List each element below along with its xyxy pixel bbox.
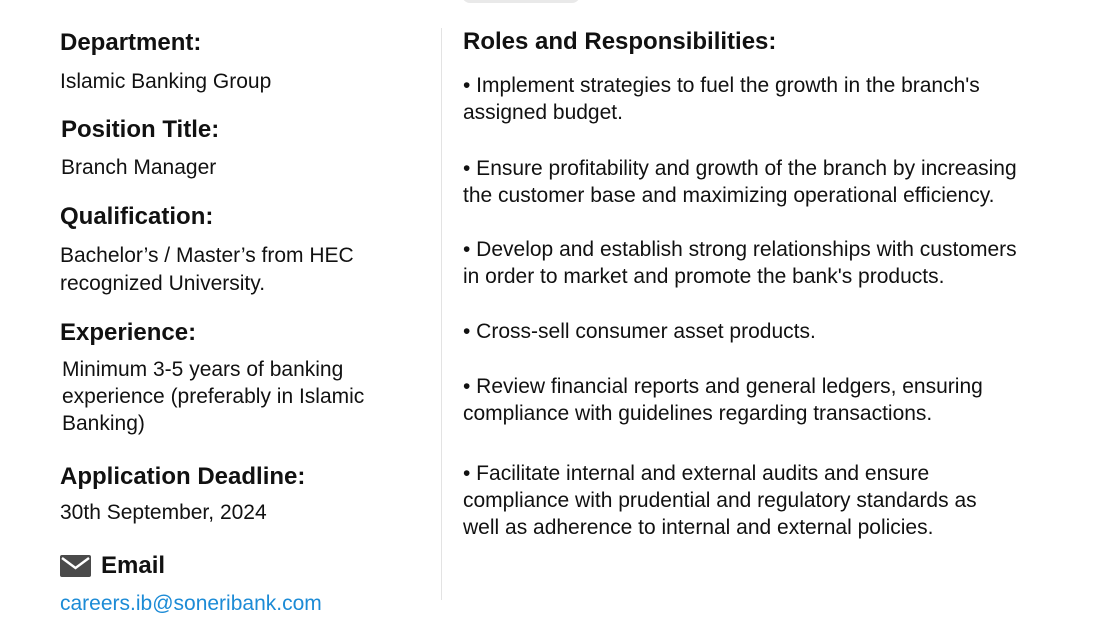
mail-icon (60, 555, 91, 577)
responsibility-item (463, 236, 1083, 290)
responsibility-item (463, 373, 1083, 427)
roles-heading: Roles and Responsibilities: (463, 28, 777, 55)
responsibility-line: in order to market and promote the bank's products. (463, 265, 945, 288)
qualification-line: Bachelor’s / Master’s from HEC (60, 244, 354, 267)
responsibility-item (463, 318, 1083, 345)
qualification-label: Qualification: (60, 203, 214, 230)
responsibility-item (463, 72, 1083, 126)
department-value: Islamic Banking Group (60, 70, 272, 93)
responsibility-item (463, 460, 1083, 541)
responsibility-line: well as adherence to internal and external policies. (463, 516, 934, 539)
email-header (60, 552, 165, 580)
email-label: Email (101, 552, 166, 579)
application-deadline-label: Application Deadline: (60, 463, 306, 490)
responsibility-line: • Develop and establish strong relationships with customers (463, 238, 1017, 261)
position-title-value: Branch Manager (61, 156, 217, 179)
responsibility-line: • Review financial reports and general ledgers, ensuring (463, 375, 983, 398)
responsibility-item (463, 155, 1083, 209)
responsibility-line: • Implement strategies to fuel the growth in the branch's (463, 74, 980, 97)
responsibility-line: • Ensure profitability and growth of the branch by increasing (463, 157, 1017, 180)
position-title-label: Position Title: (61, 116, 220, 143)
qualification-line: recognized University. (60, 272, 266, 295)
experience-line: Minimum 3-5 years of banking (62, 358, 344, 381)
responsibility-line: compliance with guidelines regarding transactions. (463, 402, 933, 425)
top-tab-fragment (462, 0, 580, 3)
email-address-link[interactable]: careers.ib@soneribank.com (60, 592, 322, 615)
experience-line: experience (preferably in Islamic (62, 385, 365, 408)
department-label: Department: (60, 29, 202, 56)
responsibility-line: • Facilitate internal and external audits and ensure (463, 462, 930, 485)
application-deadline-value: 30th September, 2024 (60, 501, 267, 524)
responsibility-line: assigned budget. (463, 101, 623, 124)
responsibility-line: • Cross-sell consumer asset products. (463, 320, 816, 343)
column-divider (441, 28, 442, 600)
experience-label: Experience: (60, 319, 197, 346)
responsibility-line: the customer base and maximizing operational efficiency. (463, 184, 995, 207)
responsibility-line: compliance with prudential and regulatory standards as (463, 489, 977, 512)
experience-line: Banking) (62, 412, 145, 435)
